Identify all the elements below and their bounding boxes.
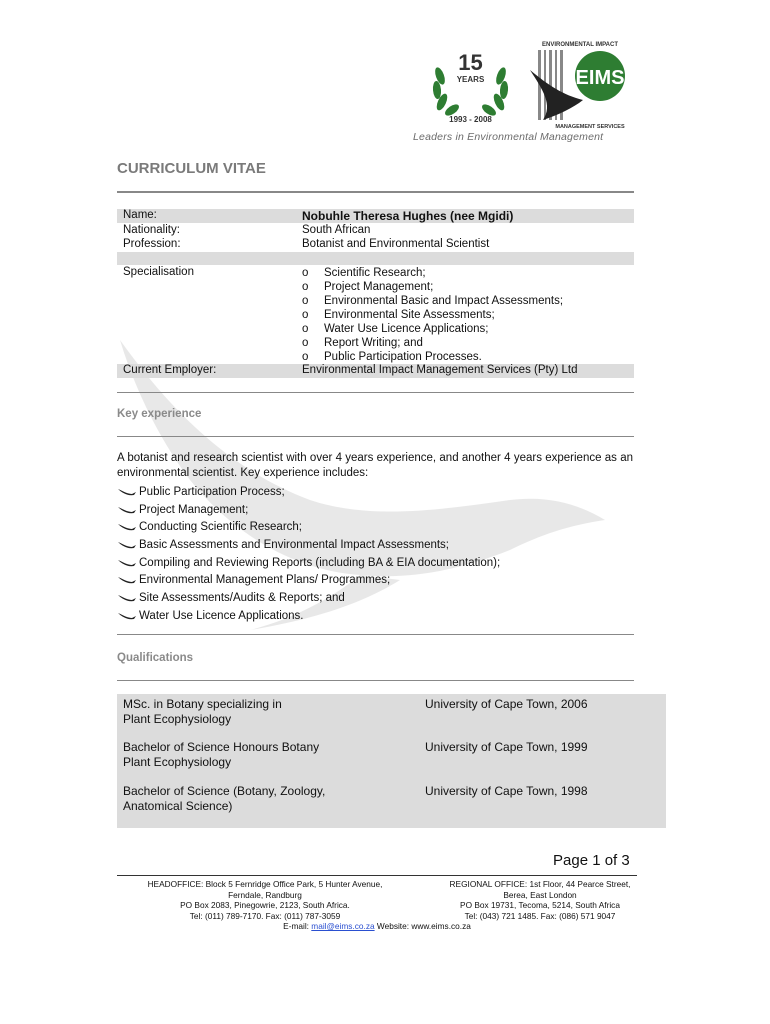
qualification-institution: University of Cape Town, 1999 [425,740,588,754]
list-item: o Scientific Research; [302,267,426,279]
svg-text:EIMS: EIMS [575,67,625,89]
list-item: o Environmental Site Assessments; [302,309,495,321]
list-item: Compiling and Reviewing Reports (including BA & EIA documentation); [117,554,500,572]
regional-office-address: REGIONAL OFFICE: 1st Floor, 44 Pearce Street, Berea, East London PO Box 19731, Tecoma, 5214, South Africa Tel: (043) 721 1485. Fax: (086) 571 9047 [449,879,631,921]
specialisation-label: Specialisation [123,266,194,278]
website-label: Website: [376,921,410,931]
qualification-degree: Bachelor of Science Honours Botany Plant Ecophysiology [123,740,320,769]
list-item: o Report Writing; and [302,337,423,349]
list-item: Public Participation Process; [117,483,500,501]
divider [117,634,634,635]
website-link[interactable]: www.eims.co.za [411,921,471,931]
list-item: Environmental Management Plans/ Programmes; [117,571,500,589]
divider [117,680,634,681]
qualifications-heading: Qualifications [117,652,194,664]
anniversary-word: YEARS [456,75,485,84]
name-value: Nobuhle Theresa Hughes (nee Mgidi) [302,209,514,223]
arrow-bullet-icon [117,593,139,603]
list-item: o Environmental Basic and Impact Assessments; [302,295,564,307]
anniversary-dates: 1993 - 2008 [449,115,492,124]
qualification-degree: MSc. in Botany specializing in Plant Ecophysiology [123,697,282,726]
list-item: o Public Participation Processes. [302,351,482,363]
svg-text:MANAGEMENT SERVICES: MANAGEMENT SERVICES [555,124,625,130]
divider [117,436,634,437]
divider [117,392,634,393]
email-label: E-mail: [283,921,309,931]
employer-label: Current Employer: [123,364,217,376]
tagline: Leaders in Environmental Management [413,131,604,143]
title-divider [117,191,634,193]
list-item: o Water Use Licence Applications; [302,323,489,335]
arrow-bullet-icon [117,505,139,515]
profession-label: Profession: [123,238,181,250]
arrow-bullet-icon [117,522,139,532]
specialisation-list [302,266,563,364]
svg-text:ENVIRONMENTAL IMPACT: ENVIRONMENTAL IMPACT [542,42,618,48]
list-item: o Project Management; [302,281,434,293]
anniversary-logo [428,46,513,126]
email-link[interactable]: mail@eims.co.za [311,921,375,931]
anniversary-number: 15 [458,50,483,75]
list-item: Basic Assessments and Environmental Impact Assessments; [117,536,500,554]
key-experience-intro: A botanist and research scientist with over 4 years experience, and another 4 years experience as an environmental scientist. Key experience includes: [117,452,633,479]
key-experience-heading: Key experience [117,408,202,420]
key-experience-list [117,483,500,625]
page-title: CURRICULUM VITAE [117,160,266,177]
name-label: Name: [123,209,157,221]
eims-logo [528,40,633,130]
qualification-institution: University of Cape Town, 1998 [425,784,588,798]
arrow-bullet-icon [117,575,139,585]
arrow-bullet-icon [117,540,139,550]
head-office-address: HEADOFFICE: Block 5 Fernridge Office Park, 5 Hunter Avenue, Ferndale, Randburg PO Box 2083, Pinegowrie, 2123, South Africa. Tel: (011) 789-7170. Fax: (011) 787-3059 [147,879,383,921]
list-item: Project Management; [117,501,500,519]
arrow-bullet-icon [117,487,139,497]
employer-value: Environmental Impact Management Services (Pty) Ltd [302,364,578,376]
footer-divider [117,875,637,876]
nationality-label: Nationality: [123,224,180,236]
qualification-institution: University of Cape Town, 2006 [425,697,588,711]
profession-value: Botanist and Environmental Scientist [302,238,490,250]
list-item: Water Use Licence Applications. [117,607,500,625]
nationality-value: South African [302,224,371,236]
arrow-bullet-icon [117,558,139,568]
footer-contact [117,921,637,932]
list-item: Conducting Scientific Research; [117,518,500,536]
list-item: Site Assessments/Audits & Reports; and [117,589,500,607]
page-number: Page 1 of 3 [553,852,630,869]
qualification-degree: Bachelor of Science (Botany, Zoology, Anatomical Science) [123,784,326,813]
spacer-band [117,252,634,265]
arrow-bullet-icon [117,611,139,621]
